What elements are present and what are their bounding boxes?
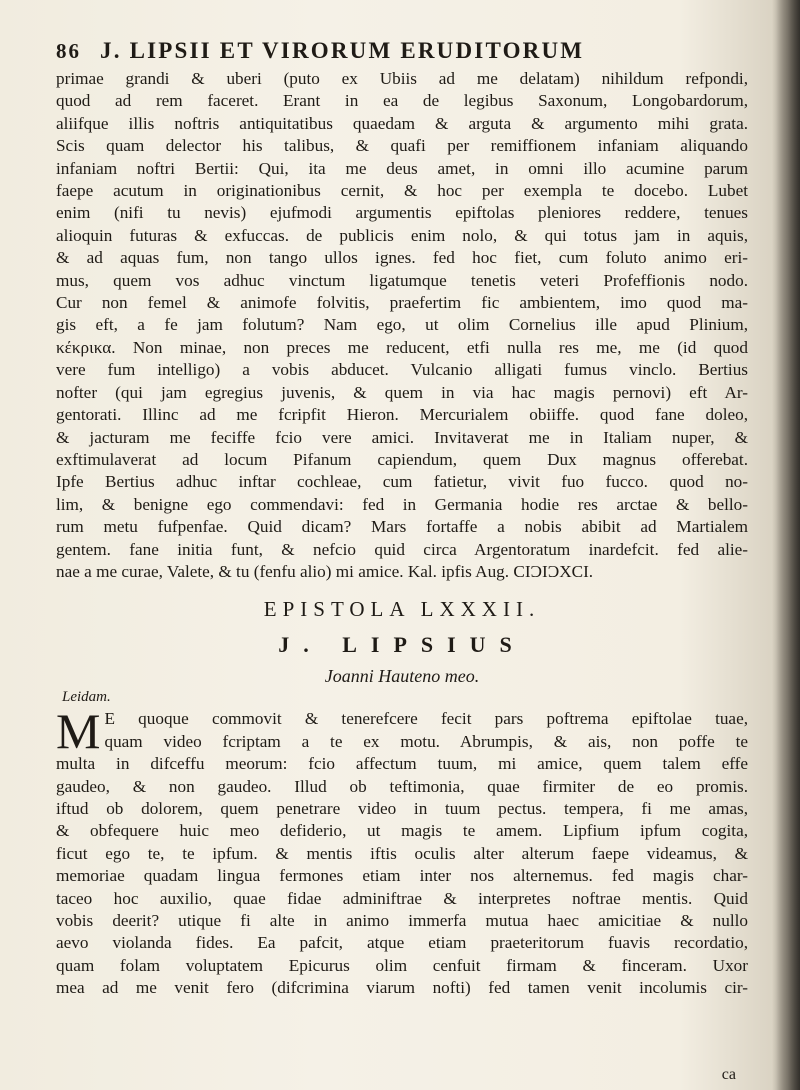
letter-continuation-paragraph: [56, 68, 748, 583]
running-head: [56, 38, 748, 64]
text-line: Ipfe Bertius adhuc inftar cochleae, cum fatietur, vivit fuo fucco. quod no-: [56, 472, 748, 492]
text-line: gis eft, a fe jam folutum? Nam ego, ut olim Cornelius ille apud Plinium,: [56, 315, 748, 335]
text-line: Cur non femel & animofe folvitis, praefertim fic ambientem, imo quod ma-: [56, 293, 748, 313]
running-title: J. LIPSII ET VIRORUM ERUDITORUM: [100, 38, 585, 63]
letter-author: J. LIPSIUS: [278, 632, 526, 658]
text-line: infaniam noftri Bertii: Qui, ita me deus amet, in omni illo acumine parum: [56, 158, 748, 178]
text-line: E quoque commovit & tenerefcere fecit pars poftrema epiftolae tuae,: [104, 709, 748, 729]
text-line: quam folam voluptatem Epicurus olim cenfuit firmam & finceram. Uxor: [56, 955, 748, 975]
text-line: & ad aquas fum, non tango ullos ignes. fed hoc fiet, cum foluto animo eri-: [56, 248, 748, 268]
text-line: mus, quem vos adhuc vinctum ligatumque tenetis veteri Profeffionis nodo.: [56, 270, 748, 290]
text-line: primae grandi & uberi (puto ex Ubiis ad me delatam) nihildum refpondi,: [56, 69, 748, 88]
text-line: rum metu fufpenfae. Quid dicam? Mars fortaffe a nobis abibit ad Martialem: [56, 517, 748, 537]
text-line: vere fum intelligo) a vobis abducet. Vulcanio alligati fumus vinclo. Bertius: [56, 360, 748, 380]
text-line: Scis quam delector his talibus, & quafi per remiffionem infaniam aliquando: [56, 136, 748, 156]
text-line: faepe acutum in originationibus cernit, & hoc per exempla te docebo. Lubet: [56, 181, 748, 201]
text-line: lim, & benigne ego commendavi: fed in Germania hodie res arctae & bello-: [56, 494, 748, 514]
text-line: gentem. fane initia funt, & nefcio quid circa Argentoratum inardefcit. fed alie-: [56, 539, 748, 559]
letter-body-paragraph: [56, 703, 748, 999]
text-line: mea ad me venit fero (difcrimina viarum nofti) fed tamen venit incolumis cir-: [56, 978, 748, 998]
drop-capital: M: [56, 703, 101, 760]
text-line: exftimulaverat ad locum Pifanum capiendum, quem Dux magnus offerebat.: [56, 449, 748, 469]
text-line: aliifque illis noftris antiquitatibus quaedam & arguta & argumento mihi grata.: [56, 113, 748, 133]
text-line: gentorati. Illinc ad me fcripfit Hieron. Mercurialem obiiffe. quod fane doleo,: [56, 405, 748, 425]
text-line: ficut ego te, te ipfum. & mentis iftis oculis alter alterum faepe videamus, &: [56, 843, 748, 863]
page-edge-shadow: [772, 0, 800, 1090]
text-line: vobis deerit? utique fi alte in animo immerfa mutua haec amicitiae & nullo: [56, 911, 748, 930]
catchword: ca: [721, 1066, 736, 1083]
text-line: taceo hoc auxilio, quae fidae adminiftrae & interpretes noftrae mentis. Quid: [56, 888, 748, 908]
text-line: alioquin futuras & exfuccas. de publicis enim nolo, & qui totus jam in aquis,: [56, 225, 748, 245]
text-line: memoriae quadam lingua fermones etiam inter nos alternemus. fed magis char-: [56, 866, 748, 886]
text-line: enim (nifi tu nevis) ejufmodi argumentis epiftolas pleniores reddere, tenues: [56, 203, 748, 223]
text-line: quam video fcriptam a te ex motu. Abrumpis, & ais, non poffe te: [104, 731, 748, 751]
text-line: quod ad rem faceret. Erant in ea de legibus Saxonum, Longobardorum,: [56, 91, 748, 111]
letter-place: Leidam.: [62, 689, 111, 706]
text-line: & obfequere huic meo defiderio, ut magis te amem. Lipfium ipfum cogita,: [56, 821, 748, 841]
text-line: nofter (qui jam egregius juvenis, & quem in via hac magis pernovi) eft Ar-: [56, 382, 748, 402]
text-line: & jacturam me feciffe fcio vere amici. Invitaverat me in Italiam nuper, &: [56, 427, 748, 447]
page-number: 86: [56, 39, 81, 63]
epistola-title: EPISTOLA LXXXII.: [263, 597, 541, 622]
text-line: aevo violanda fides. Ea pafcit, atque etiam praeteritorum fuavis recordatio,: [56, 933, 748, 953]
text-line: κέκρικα. Non minae, non preces me reducent, etfi nulla res me, me (id quod: [56, 337, 748, 357]
text-line: gaudeo, & non gaudeo. Illud ob teftimonia, quae firmiter de eo promis.: [56, 776, 748, 796]
text-line: multa in difceffu meorum: fcio affectum tuum, mi amice, quem talem effe: [56, 754, 748, 774]
text-line: iftud ob dolorem, quem penetrare video in tuum pectus. tempera, fi me amas,: [56, 798, 748, 818]
letter-addressee: Joanni Hauteno meo.: [324, 666, 480, 687]
text-line: nae a me curae, Valete, & tu (fenfu alio) mi amice. Kal. ipfis Aug. CIƆIƆXCI.: [56, 561, 594, 581]
